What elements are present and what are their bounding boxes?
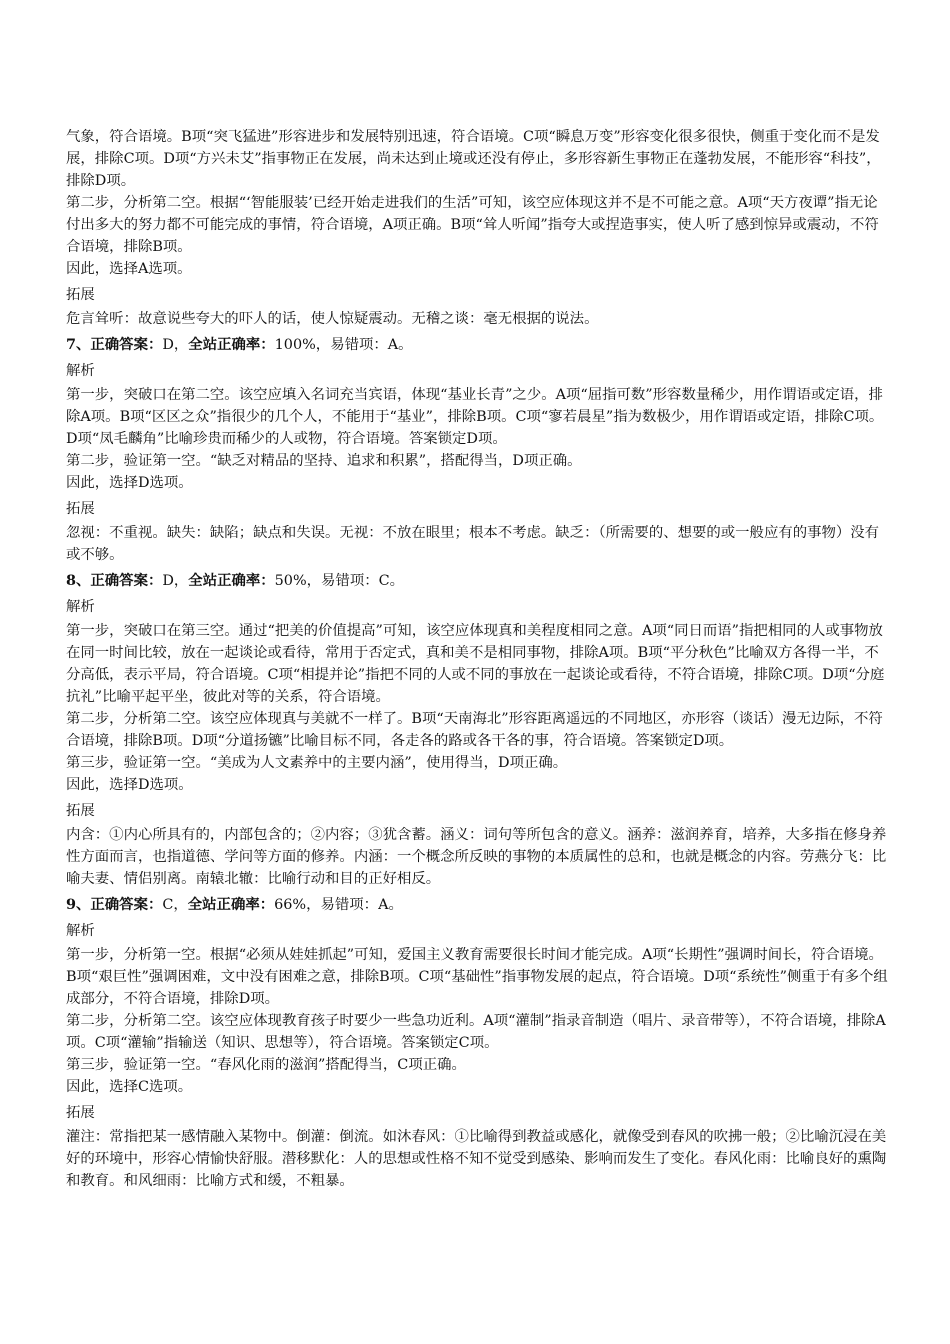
q9-extension-label: 拓展 [66,1105,95,1121]
q8-answer-value: D， [162,573,189,589]
q8-answer-label: 8、正确答案： [66,572,163,589]
q7-answer-value: D， [162,337,189,353]
q6-extension-label: 拓展 [66,287,95,303]
q7-extension-label: 拓展 [66,501,95,517]
q9-analysis-paragraph-3: 第三步，验证第一空。“春风化雨的滋润”搭配得当，C项正确。 [66,1057,466,1073]
q6-conclusion: 因此，选择A选项。 [66,261,192,277]
q7-analysis-label: 解析 [66,363,95,379]
q7-answer-heading [66,334,888,356]
q9-answer-value: C， [162,897,188,913]
document-page [66,126,888,1192]
question-7-section [66,334,888,566]
q7-extension-text: 忽视：不重视。缺失：缺陷；缺点和失误。无视：不放在眼里；根本不考虑。缺乏：（所需要的、想要的或一般应有的事物）没有或不够。 [66,525,880,563]
q8-accuracy-label: 全站正确率： [188,572,275,589]
q6-analysis-paragraph-1: 气象，符合语境。B项“突飞猛进”形容进步和发展特别迅速，符合语境。C项“瞬息万变”形容变化很多很快，侧重于变化而不是发展，排除C项。D项“方兴未艾”指事物正在发展，尚未达到止境或还没有停止，多形容新生事物正在蓬勃发展，不能形容“科技”，排除D项。 [66,129,881,189]
q8-extension-text: 内含：①内心所具有的，内部包含的；②内容；③犹含蓄。涵义：词句等所包含的意义。涵养：滋润养育，培养，大多指在修身养性方面而言，也指道德、学问等方面的修养。内涵：一个概念所反映的事物的本质属性的总和，也就是概念的内容。劳燕分飞：比喻夫妻、情侣别离。南辕北辙：比喻行动和目的正好相反。 [66,827,887,887]
q8-answer-heading [66,570,888,592]
q9-extension-text: 灌注：常指把某一感情融入某物中。倒灌：倒流。如沐春风：①比喻得到教益或感化，就像受到春风的吹拂一般；②比喻沉浸在美好的环境中，形容心情愉快舒服。潜移默化：人的思想或性格不知不觉受到感染、影响而发生了变化。春风化雨：比喻良好的熏陶和教育。和风细雨：比喻方式和缓，不粗暴。 [66,1129,887,1189]
q9-analysis-label: 解析 [66,923,95,939]
question-8-section [66,570,888,890]
q9-answer-label: 9、正确答案： [66,896,163,913]
q9-analysis-paragraph-1: 第一步，分析第一空。根据“必须从娃娃抓起”可知，爱国主义教育需要很长时间才能完成。A项“长期性”强调时间长，符合语境。B项“艰巨性”强调困难，文中没有困难之意，排除B项。C项“基础性”指事物发展的起点，符合语境。D项“系统性”侧重于有多个组成部分，不符合语境，排除D项。 [66,947,888,1007]
q8-analysis-paragraph-3: 第三步，验证第一空。“美成为人文素养中的主要内涵”，使用得当，D项正确。 [66,755,568,771]
q9-analysis-paragraph-2: 第二步，分析第二空。该空应体现教育孩子时要少一些急功近利。A项“灌制”指录音制造（唱片、录音带等），不符合语境，排除A项。C项“灌输”指输送（知识、思想等），符合语境。答案锁定C项。 [66,1013,886,1051]
q8-conclusion: 因此，选择D选项。 [66,777,193,793]
q7-analysis-paragraph-1: 第一步，突破口在第二空。该空应填入名词充当宾语，体现“基业长青”之少。A项“屈指可数”形容数量稀少，用作谓语或定语，排除A项。B项“区区之众”指很少的几个人，不能用于“基业”，排除B项。C项“寥若晨星”指为数极少，用作谓语或定语，排除C项。D项“凤毛麟角”比喻珍贵而稀少的人或物，符合语境。答案锁定D项。 [66,387,884,447]
q9-conclusion: 因此，选择C选项。 [66,1079,193,1095]
q6-extension-text: 危言耸听：故意说些夸大的吓人的话，使人惊疑震动。无稽之谈：毫无根据的说法。 [66,311,599,327]
q9-accuracy-value: 66%，易错项：A。 [274,897,403,913]
question-9-section [66,894,888,1192]
q7-accuracy-value: 100%，易错项：A。 [274,337,413,353]
q8-analysis-paragraph-1: 第一步，突破口在第三空。通过“把美的价值提高”可知，该空应体现真和美程度相同之意。A项“同日而语”指把相同的人或事物放在同一时间比较，放在一起谈论或看待，常用于否定式，真和美不是相同事物，排除A项。B项“平分秋色”比喻双方各得一半，不分高低，表示平局，符合语境。C项“相提并论”指把不同的人或不同的事放在一起谈论或看待，不符合语境，排除C项。D项“分庭抗礼”比喻平起平坐，彼此对等的关系，符合语境。 [66,623,885,705]
q7-answer-label: 7、正确答案： [66,336,163,353]
q6-analysis-paragraph-2: 第二步，分析第二空。根据“‘智能服装’已经开始走进我们的生活”可知，该空应体现这并不是不可能之意。A项“天方夜谭”指无论付出多大的努力都不可能完成的事情，符合语境，A项正确。B项“耸人听闻”指夸大或捏造事实，使人听了感到惊异或震动，不符合语境，排除B项。 [66,195,879,255]
q8-extension-label: 拓展 [66,803,95,819]
q7-analysis-paragraph-2: 第二步，验证第一空。“缺乏对精品的坚持、追求和积累”，搭配得当，D项正确。 [66,453,582,469]
q7-accuracy-label: 全站正确率： [188,336,275,353]
q8-accuracy-value: 50%，易错项：C。 [274,573,404,589]
q8-analysis-paragraph-2: 第二步，分析第二空。该空应体现真与美就不一样了。B项“天南海北”形容距离遥远的不同地区，亦形容（谈话）漫无边际，不符合语境，排除B项。D项“分道扬镳”比喻目标不同，各走各的路或各干各的事，符合语境。答案锁定D项。 [66,711,883,749]
q9-answer-heading [66,894,888,916]
q9-accuracy-label: 全站正确率： [187,896,275,913]
q7-conclusion: 因此，选择D选项。 [66,475,193,491]
question-6-section [66,126,888,330]
q8-analysis-label: 解析 [66,599,95,615]
